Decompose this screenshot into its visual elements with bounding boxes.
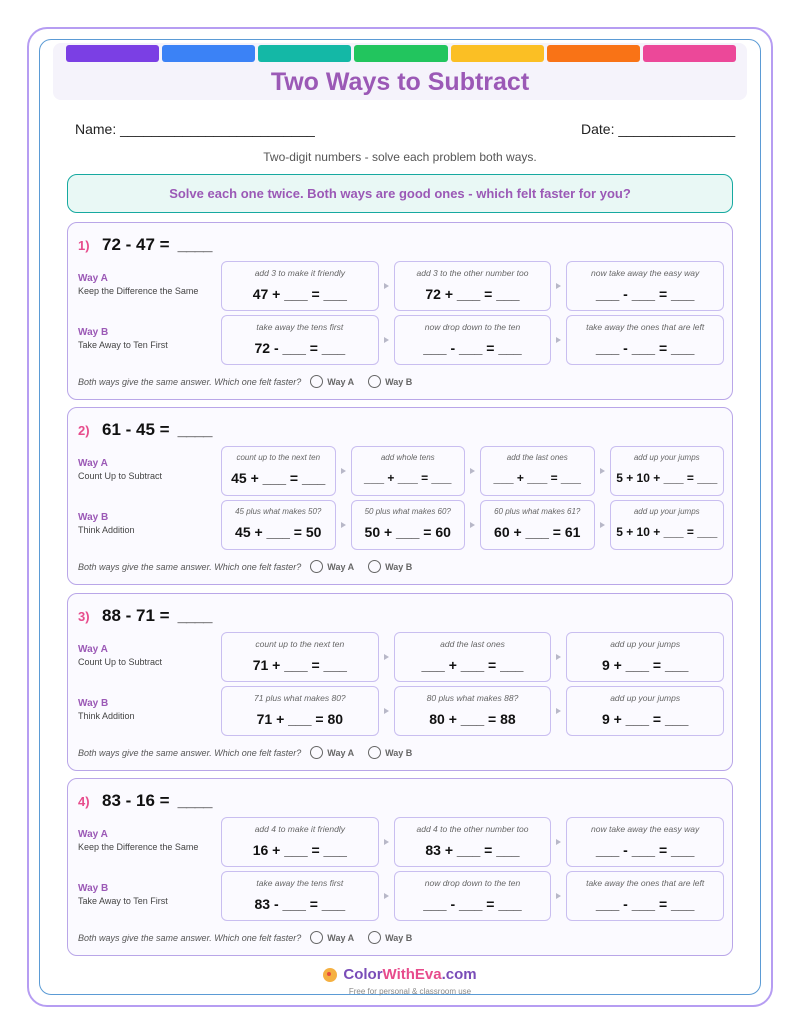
way-title: Way B bbox=[78, 512, 109, 523]
date-field: Date: _______________ bbox=[581, 121, 736, 137]
arrow-right-icon bbox=[556, 654, 561, 660]
step-equation[interactable]: 9 + ___ = ___ bbox=[601, 657, 689, 673]
problem-expression: 61 - 45 = bbox=[102, 420, 170, 439]
way-strategy: Keep the Difference the Same bbox=[78, 842, 199, 852]
step-box bbox=[566, 632, 724, 682]
problem-header bbox=[78, 420, 211, 440]
step-hint: take away the ones that are left bbox=[586, 322, 705, 332]
radio-label-way-a: Way A bbox=[327, 747, 355, 758]
step-box bbox=[394, 871, 552, 921]
radio-label-way-b: Way B bbox=[385, 932, 413, 943]
problem-header bbox=[78, 235, 211, 255]
step-hint: add up your jumps bbox=[633, 453, 700, 462]
radio-label-way-a: Way A bbox=[327, 561, 355, 572]
step-equation[interactable]: ___ + ___ = ___ bbox=[493, 471, 581, 485]
step-hint: now drop down to the ten bbox=[424, 322, 521, 332]
arrow-right-icon bbox=[556, 337, 561, 343]
faster-question bbox=[78, 560, 412, 573]
arrow-right-icon bbox=[384, 654, 389, 660]
problem-card bbox=[67, 407, 733, 585]
step-box bbox=[221, 446, 336, 496]
answer-blank[interactable]: ____ bbox=[177, 791, 212, 810]
step-hint: add 3 to make it friendly bbox=[254, 268, 345, 278]
page-title: Two Ways to Subtract bbox=[270, 68, 530, 96]
way-strategy: Count Up to Subtract bbox=[78, 657, 163, 667]
way-b-label bbox=[78, 327, 168, 350]
radio-label-way-b: Way B bbox=[385, 561, 413, 572]
problem-expression: 72 - 47 = bbox=[102, 235, 170, 254]
step-box bbox=[221, 817, 379, 867]
rainbow-segment bbox=[162, 45, 255, 62]
problem-expression: 88 - 71 = bbox=[102, 606, 170, 625]
step-hint: add the last ones bbox=[440, 639, 505, 649]
step-equation[interactable]: ___ + ___ = ___ bbox=[364, 471, 452, 485]
question-text: Both ways give the same answer. Which one felt faster? bbox=[78, 747, 302, 758]
instruction-banner: Solve each one twice. Both ways are good ones - which felt faster for you? bbox=[67, 174, 733, 213]
question-text: Both ways give the same answer. Which one felt faster? bbox=[78, 932, 302, 943]
problem-number: 4) bbox=[78, 794, 90, 809]
arrow-right-icon bbox=[556, 839, 561, 845]
step-equation[interactable]: 83 + ___ = ___ bbox=[425, 842, 520, 858]
way-title: Way A bbox=[78, 458, 108, 469]
step-hint: 71 plus what makes 80? bbox=[253, 693, 346, 703]
answer-blank[interactable]: ____ bbox=[177, 235, 212, 254]
answer-blank[interactable]: ____ bbox=[177, 420, 212, 439]
arrow-right-icon bbox=[556, 893, 561, 899]
radio-way-b[interactable] bbox=[368, 746, 381, 759]
step-box bbox=[566, 817, 724, 867]
step-equation[interactable]: 80 + ___ = 88 bbox=[429, 711, 516, 727]
radio-label-way-b: Way B bbox=[385, 376, 413, 387]
footer bbox=[0, 966, 800, 996]
step-equation[interactable]: 72 + ___ = ___ bbox=[425, 286, 520, 302]
radio-way-b[interactable] bbox=[368, 560, 381, 573]
radio-way-a[interactable] bbox=[310, 560, 323, 573]
step-hint: add the last ones bbox=[506, 453, 568, 462]
step-hint: add up your jumps bbox=[610, 639, 681, 649]
problem-header bbox=[78, 791, 211, 811]
step-equation[interactable]: 83 - ___ = ___ bbox=[254, 896, 346, 912]
step-box bbox=[480, 500, 595, 550]
step-box bbox=[351, 446, 466, 496]
step-equation[interactable]: 60 + ___ = 61 bbox=[494, 524, 581, 540]
problem-number: 1) bbox=[78, 238, 90, 253]
arrow-right-icon bbox=[556, 708, 561, 714]
way-title: Way B bbox=[78, 698, 109, 709]
step-hint: take away the tens first bbox=[256, 322, 344, 332]
step-hint: count up to the next ten bbox=[236, 453, 321, 462]
problem-card bbox=[67, 222, 733, 400]
question-text: Both ways give the same answer. Which one felt faster? bbox=[78, 561, 302, 572]
rainbow-segment bbox=[354, 45, 447, 62]
way-strategy: Think Addition bbox=[78, 711, 135, 721]
rainbow-segment bbox=[643, 45, 736, 62]
radio-way-a[interactable] bbox=[310, 746, 323, 759]
way-strategy: Think Addition bbox=[78, 525, 135, 535]
arrow-right-icon bbox=[470, 468, 475, 474]
way-b-label bbox=[78, 512, 135, 535]
palette-icon bbox=[323, 968, 337, 982]
step-equation[interactable]: 5 + 10 + ___ = ___ bbox=[616, 471, 718, 485]
step-equation[interactable]: 71 + ___ = ___ bbox=[252, 657, 347, 673]
step-box bbox=[566, 315, 724, 365]
step-hint: add 3 to the other number too bbox=[416, 268, 529, 278]
rainbow-segment bbox=[66, 45, 159, 62]
step-box bbox=[480, 446, 595, 496]
rainbow-segment bbox=[451, 45, 544, 62]
arrow-right-icon bbox=[470, 522, 475, 528]
arrow-right-icon bbox=[384, 283, 389, 289]
step-hint: 45 plus what makes 50? bbox=[235, 507, 322, 516]
way-b-label bbox=[78, 698, 135, 721]
step-equation[interactable]: 45 + ___ = 50 bbox=[235, 524, 322, 540]
step-hint: now take away the easy way bbox=[591, 824, 700, 834]
step-hint: now drop down to the ten bbox=[424, 878, 521, 888]
step-box bbox=[394, 632, 552, 682]
way-b-label bbox=[78, 883, 168, 906]
way-a-label bbox=[78, 273, 198, 296]
step-box bbox=[351, 500, 466, 550]
arrow-right-icon bbox=[600, 468, 605, 474]
problem-card bbox=[67, 778, 733, 956]
step-hint: add 4 to make it friendly bbox=[254, 824, 345, 834]
problem-card bbox=[67, 593, 733, 771]
footer-tagline: Free for personal & classroom use bbox=[348, 986, 472, 996]
step-equation[interactable]: ___ - ___ = ___ bbox=[595, 896, 695, 912]
step-hint: 50 plus what makes 60? bbox=[364, 507, 451, 516]
way-title: Way A bbox=[78, 829, 108, 840]
step-box bbox=[221, 500, 336, 550]
step-hint: add 4 to the other number too bbox=[416, 824, 529, 834]
way-strategy: Take Away to Ten First bbox=[78, 896, 168, 906]
radio-way-b[interactable] bbox=[368, 375, 381, 388]
brand-part-com: .com bbox=[441, 966, 477, 983]
faster-question bbox=[78, 746, 412, 759]
step-box bbox=[394, 817, 552, 867]
problem-number: 3) bbox=[78, 609, 90, 624]
way-title: Way A bbox=[78, 644, 108, 655]
step-hint: take away the tens first bbox=[256, 878, 344, 888]
rainbow-segment bbox=[547, 45, 640, 62]
step-box bbox=[610, 446, 725, 496]
step-equation[interactable]: ___ - ___ = ___ bbox=[595, 340, 695, 356]
step-box bbox=[394, 686, 552, 736]
faster-question bbox=[78, 931, 412, 944]
question-text: Both ways give the same answer. Which one felt faster? bbox=[78, 376, 302, 387]
way-title: Way B bbox=[78, 327, 109, 338]
step-equation[interactable]: ___ - ___ = ___ bbox=[423, 896, 522, 912]
step-box bbox=[566, 261, 724, 311]
arrow-right-icon bbox=[384, 839, 389, 845]
radio-label-way-b: Way B bbox=[385, 747, 413, 758]
step-hint: take away the ones that are left bbox=[586, 878, 705, 888]
step-hint: now take away the easy way bbox=[591, 268, 700, 278]
name-field: Name: _________________________ bbox=[75, 121, 315, 137]
step-hint: 80 plus what makes 88? bbox=[426, 693, 519, 703]
way-strategy: Take Away to Ten First bbox=[78, 340, 168, 350]
step-box bbox=[394, 261, 552, 311]
radio-way-b[interactable] bbox=[368, 931, 381, 944]
step-equation[interactable]: ___ + ___ = ___ bbox=[421, 657, 524, 673]
step-box bbox=[610, 500, 725, 550]
step-equation[interactable]: ___ - ___ = ___ bbox=[423, 340, 522, 356]
step-hint: add whole tens bbox=[380, 453, 435, 462]
step-equation[interactable]: 71 + ___ = 80 bbox=[256, 711, 344, 727]
way-strategy: Count Up to Subtract bbox=[78, 471, 163, 481]
arrow-right-icon bbox=[384, 708, 389, 714]
way-a-label bbox=[78, 644, 162, 667]
brand-part-color: Color bbox=[343, 966, 383, 983]
way-strategy: Keep the Difference the Same bbox=[78, 286, 199, 296]
way-a-label bbox=[78, 829, 198, 852]
subtitle: Two-digit numbers - solve each problem both ways. bbox=[263, 150, 537, 164]
step-box bbox=[221, 686, 379, 736]
step-hint: add up your jumps bbox=[610, 693, 681, 703]
way-title: Way A bbox=[78, 273, 108, 284]
step-equation[interactable]: 50 + ___ = 60 bbox=[364, 524, 451, 540]
arrow-right-icon bbox=[556, 283, 561, 289]
step-equation[interactable]: 47 + ___ = ___ bbox=[252, 286, 347, 302]
step-equation[interactable]: 45 + ___ = ___ bbox=[231, 470, 326, 486]
radio-way-a[interactable] bbox=[310, 375, 323, 388]
step-box bbox=[221, 261, 379, 311]
arrow-right-icon bbox=[384, 337, 389, 343]
problem-number: 2) bbox=[78, 423, 90, 438]
step-equation[interactable]: ___ - ___ = ___ bbox=[595, 286, 695, 302]
brand-part-witheva: WithEva bbox=[382, 966, 442, 983]
step-equation[interactable]: 16 + ___ = ___ bbox=[252, 842, 347, 858]
rainbow-bar bbox=[66, 45, 736, 62]
rainbow-segment bbox=[258, 45, 351, 62]
step-hint: add up your jumps bbox=[633, 507, 700, 516]
step-hint: 60 plus what makes 61? bbox=[494, 507, 581, 516]
problem-header bbox=[78, 606, 211, 626]
way-title: Way B bbox=[78, 883, 109, 894]
step-hint: count up to the next ten bbox=[255, 639, 345, 649]
brand-logo bbox=[323, 966, 476, 983]
arrow-right-icon bbox=[341, 468, 346, 474]
arrow-right-icon bbox=[384, 893, 389, 899]
step-equation[interactable]: 5 + 10 + ___ = ___ bbox=[616, 525, 718, 539]
radio-label-way-a: Way A bbox=[327, 376, 355, 387]
step-equation[interactable]: 9 + ___ = ___ bbox=[601, 711, 689, 727]
radio-way-a[interactable] bbox=[310, 931, 323, 944]
arrow-right-icon bbox=[600, 522, 605, 528]
step-equation[interactable]: ___ - ___ = ___ bbox=[595, 842, 695, 858]
step-box bbox=[221, 871, 379, 921]
step-box bbox=[394, 315, 552, 365]
step-box bbox=[221, 315, 379, 365]
arrow-right-icon bbox=[341, 522, 346, 528]
answer-blank[interactable]: ____ bbox=[177, 606, 212, 625]
step-box bbox=[221, 632, 379, 682]
way-a-label bbox=[78, 458, 162, 481]
step-box bbox=[566, 686, 724, 736]
problem-expression: 83 - 16 = bbox=[102, 791, 170, 810]
faster-question bbox=[78, 375, 412, 388]
radio-label-way-a: Way A bbox=[327, 932, 355, 943]
step-equation[interactable]: 72 - ___ = ___ bbox=[254, 340, 346, 356]
step-box bbox=[566, 871, 724, 921]
